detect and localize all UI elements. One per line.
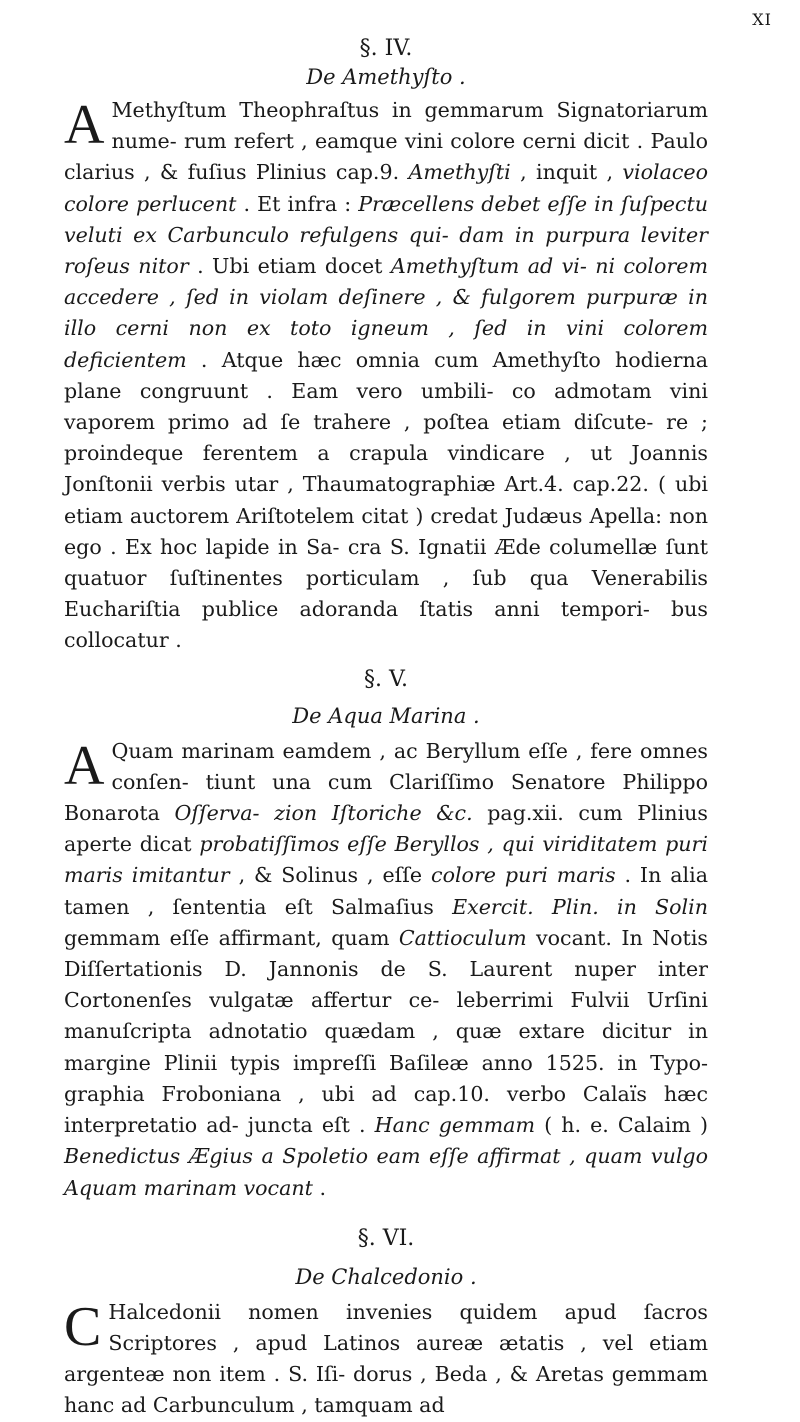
drop-cap: C <box>64 1295 102 1358</box>
text-run: Methyſtum Theophraſtus in gemmarum Signatoriarum nume- rum refert , eamque vini colore cerni dicit . Paulo clarius , & fuſius Plinius cap.9. <box>64 98 708 185</box>
section-number: §. VI. <box>357 1225 415 1251</box>
body-text <box>64 1295 708 1418</box>
text-run: . Ubi etiam docet <box>188 254 391 279</box>
text-run: . Atque hæc omnia cum Amethyſto hodierna plane congruunt . Eam vero umbili- co admotam vini vaporem primo ad ſe trahere , poſtea etiam diſcute- re ; proindeque ferentem a crapula vindicare , ut Joannis Jonſtonii verbis utar , Thaumatographiæ Art.4. cap.22. ( ubi etiam auctorem Ariſtotelem citat ) credat Judæus Apella: non ego . Ex hoc lapide in Sa- cra S. Ignatii Æde columellæ ſunt quatuor ſuſtinentes porticulam , ſub qua Venerabilis Euchariſtia publice adoranda ſtatis anni tempori- bus collocatur . <box>64 347 708 653</box>
italic-run: Hanc gemmam <box>374 1113 535 1138</box>
section-body <box>64 95 708 657</box>
section-number: §. IV. <box>359 36 413 61</box>
italic-run: violaceo colore perlucent <box>64 160 709 216</box>
text-run: vocant. In Notis Diſſertationis D. Jannonis de S. Laurent nuper inter Cortonenſes vulgatæ affertur ce- leberrimi Fulvii Urſini manuſcripta adnotatio quædam , quæ extare dicitur in margine Plinii typis impreſſi Baſileæ anno 1525. in Typo- graphia Froboniana , ubi ad cap.10. verbo Calaïs hæc interpretatio ad- juncta eſt . <box>64 925 708 1138</box>
section-chalcedony <box>64 1204 708 1422</box>
drop-cap: A <box>64 94 105 156</box>
section-body <box>64 1297 708 1422</box>
text-run: , & Solinus , eſſe <box>229 863 432 888</box>
italic-run: Amethyſtum ad vi- ni colorem accedere , ſed in violam deſinere , & fulgorem purpuræ in illo cerni non ex toto igneum , ſed in vini colorem deficientem <box>64 254 708 372</box>
text-run: ( h. e. Calaim ) <box>535 1113 709 1138</box>
text-run: . Et infra : <box>236 191 359 216</box>
text-run: . <box>312 1175 326 1200</box>
italic-run: Amethyſti <box>408 160 511 185</box>
section-title: De Amethyſto . <box>306 65 466 89</box>
text-run: gemmam eſſe affirmant, quam <box>64 925 399 950</box>
text-run: Halcedonii nomen invenies quidem apud ſacros Scriptores , apud Latinos aureæ ætatis , vel etiam argenteæ non item . S. Iſi- dorus , Beda , & Aretas gemmam hanc ad Carbunculum , tamquam ad <box>64 1299 708 1418</box>
italic-run: Exercit. Plin. in Solin <box>452 894 708 919</box>
italic-run: Oſſerva- zion Iſtoriche &c. <box>174 801 473 826</box>
body-text <box>64 94 709 653</box>
text-run: . In alia tamen , ſententia eſt Salmaſius <box>64 863 708 919</box>
text-run: Quam marinam eamdem , ac Beryllum eſſe , fere omnes conſen- tiunt una cum Clariſſimo Senatore Philippo Bonarota <box>64 738 708 826</box>
italic-run: probatiſſimos eſſe Beryllos , qui viriditatem puri maris imitantur <box>64 832 708 888</box>
italic-run: Præcellens debet eſſe in ſuſpectu veluti ex Carbunculo refulgens qui- dam in purpura leviter roſeus nitor <box>64 191 709 279</box>
page-number: XI <box>752 10 772 29</box>
text-run: pag.xii. cum Plinius aperte dicat <box>64 801 708 857</box>
section-title: De Chalcedonio . <box>295 1264 477 1289</box>
drop-cap: A <box>64 734 105 797</box>
italic-run: colore puri maris <box>431 863 616 888</box>
italic-run: Benedictus Ægius a Spoletio eam eſſe affirmat , quam vulgo Aquam marinam vocant <box>64 1144 708 1200</box>
italic-run: Cattioculum <box>398 925 527 950</box>
section-title: De Aqua Marina . <box>292 703 480 728</box>
section-aqua-marina <box>64 657 708 1204</box>
section-amethyst <box>64 0 708 657</box>
section-body <box>64 736 708 1204</box>
text-run: , inquit , <box>510 160 623 185</box>
section-number: §. V. <box>363 666 409 692</box>
body-text <box>64 734 709 1200</box>
